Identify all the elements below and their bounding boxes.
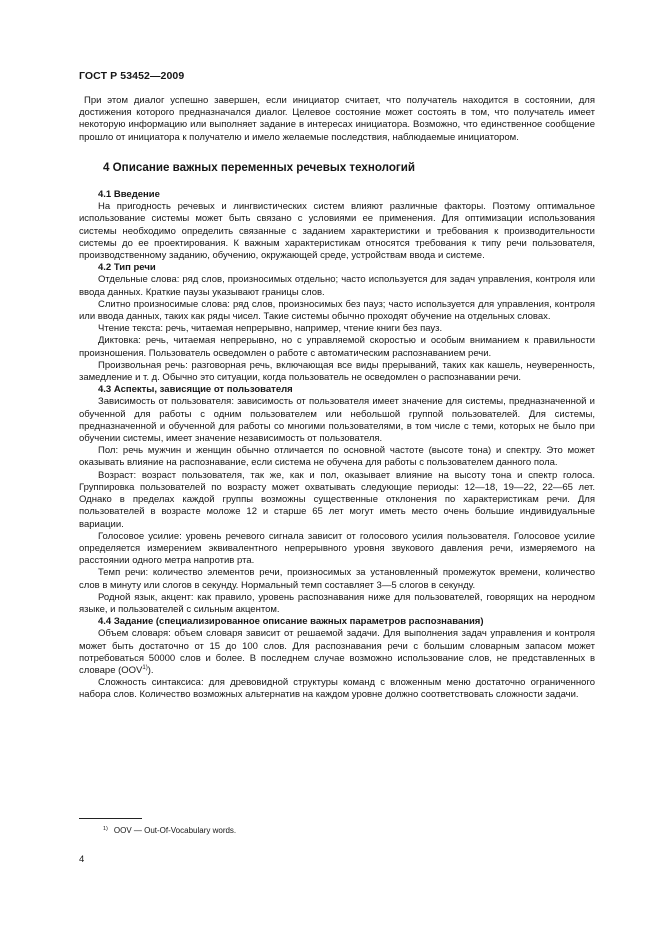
paragraph: Родной язык, акцент: как правило, уровень распознавания ниже для пользователей, говорящих на неродном языке, и пользователей с сильным акцентом. (79, 591, 595, 615)
paragraph: Сложность синтаксиса: для древовидной структуры команд с вложенным меню достаточно ограниченного набора слов. Количество возможных альтернатив на каждом уровне должно соответствовать сложности задачи. (79, 677, 595, 701)
intro-paragraph: При этом диалог успешно завершен, если инициатор считает, что получатель находится в состоянии, для достижения которого предназначался диалог. Целевое состояние может состоять в том, что получатель имеет некоторую информацию или выполняет задание в интересах инициатора. Возможно, что единственное сообщение прошло от инициатора к получателю и имело желаемые последствия, наблюдаемые инициатором. (79, 95, 595, 143)
paragraph: Темп речи: количество элементов речи, произносимых за установленный промежуток времени, количество слов в минуту или слогов в секунду. Нормальный темп составляет 3—5 слогов в секунду. (79, 567, 595, 591)
paragraph: Чтение текста: речь, читаемая непрерывно, например, чтение книги без пауз. (98, 323, 443, 335)
paragraph: На пригодность речевых и лингвистических систем влияют различные факторы. Поэтому оптимальное использование системы может быть связано с условиями ее применения. Для оптимизации использования системы необходимо определить связанные с заданием характеристики и требования к производительности системы до ее проектирования. К важным характеристикам относятся требования к типу речи пользователя, производственному заданию, обучению, окружающей среде, устройствам ввода и системе. (79, 201, 595, 262)
footnote-marker: 1) (103, 826, 108, 832)
page-body (79, 95, 595, 702)
paragraph: Произвольная речь: разговорная речь, включающая все виды прерываний, таких как кашель, неуверенность, замедление и т. д. Обычно это ситуации, когда пользователь не осведомлен о распознавании речи. (79, 359, 595, 384)
footnote-divider (79, 818, 142, 819)
page-number: 4 (79, 854, 85, 865)
footnote (103, 826, 236, 836)
paragraph-text-tail: ). (147, 664, 154, 676)
paragraph: Слитно произносимые слова: ряд слов, произносимых без пауз; часто используется для управления, контроля или ввода данных, таких как ряды чисел. Такие системы обычно проходят обучение на отдельных словах. (79, 298, 595, 323)
paragraph: Отдельные слова: ряд слов, произносимых отдельно; часто используется для задач управления, контроля или ввода данных. Краткие паузы указывают границы слов. (79, 274, 595, 298)
paragraph-vocabulary (79, 628, 595, 677)
subsection-4-1-title: 4.1 Введение (98, 189, 160, 201)
paragraph: Голосовое усилие: уровень речевого сигнала зависит от голосового усилия пользователя. Голосовое усилие определяется измерением эквивалентного непрерывного уровня звукового давления речи, измеряемого на расстоянии одного метра напротив рта. (79, 530, 595, 567)
document-header: ГОСТ Р 53452—2009 (79, 70, 185, 82)
subsection-4-4-title: 4.4 Задание (специализированное описание важных параметров распознавания) (98, 616, 484, 628)
subsection-4-2-title: 4.2 Тип речи (98, 262, 156, 274)
footnote-reference[interactable]: 1) (142, 664, 148, 671)
section-4-title: 4 Описание важных переменных речевых технологий (103, 160, 416, 174)
footnote-text: OOV — Out-Of-Vocabulary words. (113, 826, 237, 835)
paragraph: Диктовка: речь, читаемая непрерывно, но с управляемой скоростью и особым вниманием к правильности произношения. Пользователь осведомлен о работе с автоматическим распознаванием речи. (79, 335, 595, 359)
paragraph-text: Объем словаря: объем словаря зависит от решаемой задачи. Для выполнения задач управления и контроля может быть достаточно от 15 до 100 слов. Для распознавания речи с большим словарным запасом может потребоваться 50000 слов и более. В последнем случае возможно использование слов, не представленных в словаре (OOV (79, 628, 595, 676)
paragraph: Возраст: возраст пользователя, так же, как и пол, оказывает влияние на высоту тона и спектр голоса. Группировка пользователей по возрасту может охватывать следующие периоды: 12—18, 19—22, 22—65 лет. Однако в пределах каждой группы возможны существенные отклонения по характеристикам речи. Для пользователей в возрасте моложе 12 и старше 65 лет могут иметь место очень большие индивидуальные вариации. (79, 469, 595, 530)
paragraph: Зависимость от пользователя: зависимость от пользователя имеет значение для системы, предназначенной и обученной для работы с одним пользователем или небольшой группой пользователей. Для системы, предназначенной и обученной для работы со многими пользователями, в том числе с теми, которых не было при обучении системы, имеет значение независимость от пользователя. (79, 396, 595, 445)
subsection-4-3-title: 4.3 Аспекты, зависящие от пользователя (98, 384, 293, 396)
paragraph: Пол: речь мужчин и женщин обычно отличается по основной частоте (высоте тона) и спектру. Это может оказывать влияние на распознавание, если система не обучена для работы с пользователем данного пола. (79, 445, 595, 469)
